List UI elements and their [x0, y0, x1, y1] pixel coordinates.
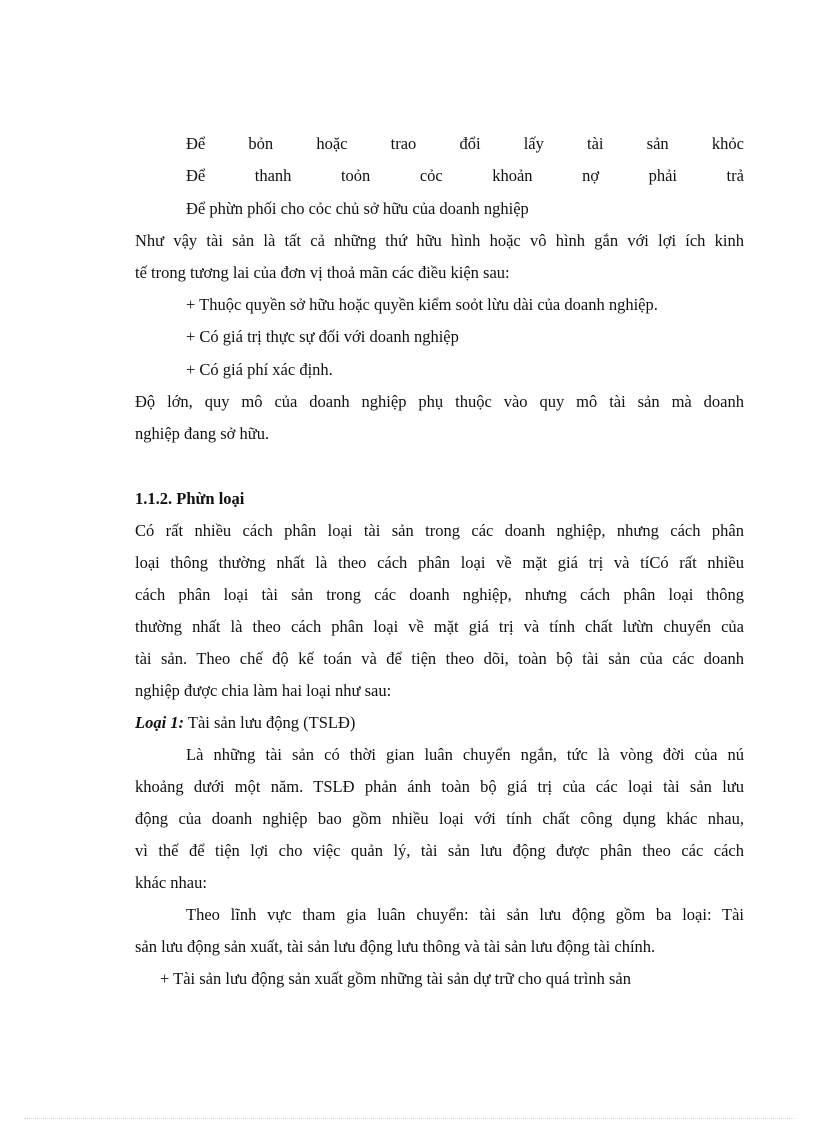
word: lấy [523, 134, 544, 153]
classification-line-5: tài sản. Theo chế độ kế toán và để tiện theo dõi, toàn bộ tài sản của các doanh [135, 649, 744, 668]
word: Để [186, 166, 206, 185]
word: cỏc [419, 166, 443, 185]
current-assets-line-5: khác nhau: [135, 873, 207, 892]
definition-line-1: Như vậy tài sản là tất cả những thứ hữu hình hoặc vô hình gắn với lợi ích kinh [135, 231, 744, 250]
word: bỏn [248, 134, 274, 153]
classification-line-3: cách phân loại tài sản trong các doanh nghiệp, nhưng cách phân loại thông [135, 585, 744, 604]
size-line-2: nghiệp đang sở hữu. [135, 424, 270, 443]
word: hoặc [316, 134, 348, 153]
current-assets-line-1: Là những tài sản có thời gian luân chuyển ngắn, tức là vòng đời của nú [186, 745, 744, 764]
current-assets-line-4: vì thế để tiện lợi cho việc quản lý, tài sản lưu động được phân theo các cách [135, 841, 744, 860]
circulation-line-2: sản lưu động sản xuất, tài sản lưu động lưu thông và tài sản lưu động tài chính. [135, 937, 656, 956]
condition-ownership: + Thuộc quyền sở hữu hoặc quyền kiểm soỏt lừu dài của doanh nghiệp. [186, 295, 658, 314]
circulation-line-1: Theo lĩnh vực tham gia luân chuyển: tài sản lưu động gồm ba loại: Tài [186, 905, 744, 924]
list-item-distribute: Để phừn phối cho cỏc chủ sở hữu của doanh nghiệp [186, 199, 529, 218]
condition-cost: + Có giá phí xác định. [186, 360, 333, 379]
word: trao [390, 134, 417, 153]
word: Để [186, 134, 206, 153]
word: nợ [582, 166, 600, 185]
word: khoản [492, 166, 533, 185]
list-item-exchange [186, 134, 744, 154]
current-assets-line-3: động của doanh nghiệp bao gồm nhiều loại với tính chất công dụng khác nhau, [135, 809, 744, 828]
classification-line-2: loại thông thường nhất là theo cách phân loại về mặt giá trị và tíCó rất nhiều [135, 553, 744, 572]
word: phải [648, 166, 677, 185]
definition-line-2: tế trong tương lai của đơn vị thoả mãn các điều kiện sau: [135, 263, 510, 282]
size-line-1: Độ lớn, quy mô của doanh nghiệp phụ thuộc vào quy mô tài sản mà doanh [135, 392, 744, 411]
word: tài [587, 134, 604, 153]
condition-value: + Có giá trị thực sự đối với doanh nghiệp [186, 327, 459, 346]
classification-line-1: Có rất nhiều cách phân loại tài sản trong các doanh nghiệp, nhưng cách phân [135, 521, 744, 540]
classification-line-6: nghiệp được chia làm hai loại như sau: [135, 681, 392, 700]
word: sản [646, 134, 669, 153]
category-1-title: Tài sản lưu động (TSLĐ) [184, 713, 356, 732]
section-heading: 1.1.2. Phừn loại [135, 489, 245, 508]
current-assets-line-2: khoảng dưới một năm. TSLĐ phản ánh toàn bộ giá trị của các loại tài sản lưu [135, 777, 744, 796]
circulation-line-3: + Tài sản lưu động sản xuất gồm những tài sản dự trữ cho quá trình sản [160, 969, 631, 988]
word: thanh [254, 166, 292, 185]
word: trả [726, 166, 744, 185]
word: đổi [459, 134, 481, 153]
category-1-heading [135, 713, 355, 733]
page-bottom-divider [24, 1118, 794, 1119]
word: khỏc [711, 134, 744, 153]
category-1-label: Loại 1: [135, 713, 185, 732]
word: toỏn [340, 166, 371, 185]
list-item-pay-debt [186, 166, 744, 186]
classification-line-4: thường nhất là theo cách phân loại về mặt giá trị và tính chất lưừn chuyển của [135, 617, 744, 636]
